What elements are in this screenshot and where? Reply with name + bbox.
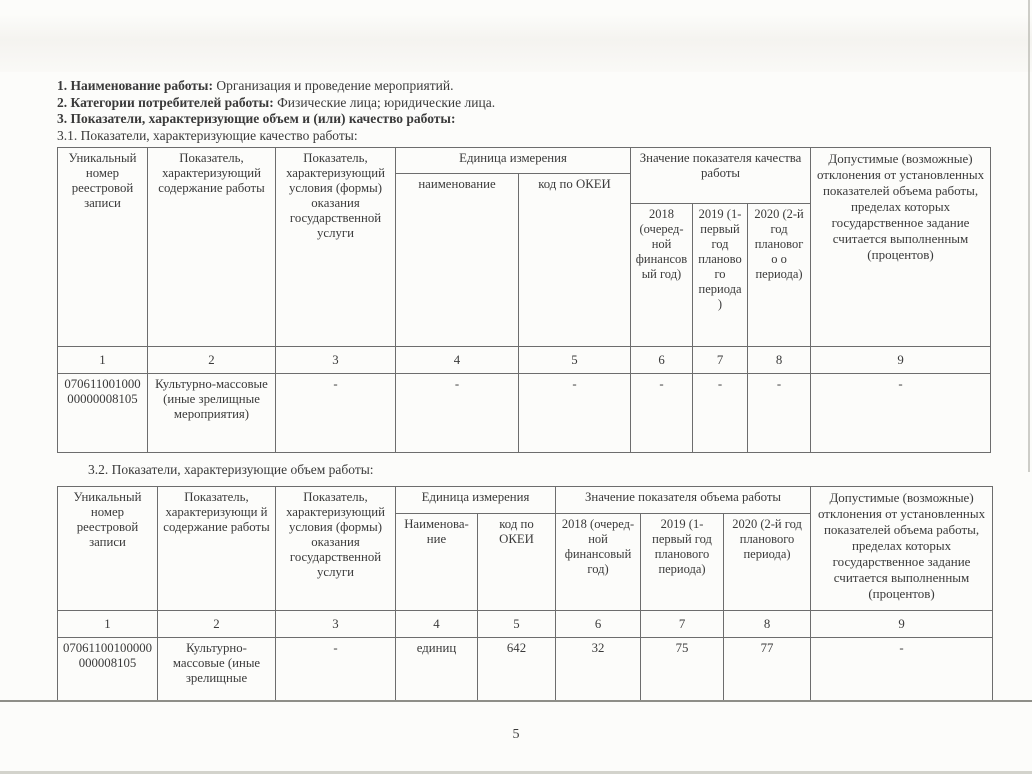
page-cut-line (0, 700, 1032, 702)
col-num: 7 (641, 611, 724, 638)
header-year-2018: 2018 (очеред-ной финансовый год) (556, 514, 641, 611)
header-unit-name: Наименова-ние (396, 514, 478, 611)
table-row (58, 638, 993, 702)
col-num: 6 (631, 347, 693, 374)
header-unit-code: код по ОКЕИ (478, 514, 556, 611)
col-num: 9 (811, 347, 991, 374)
header-conditions-indicator: Показатель, характеризующий условия (формы) оказания государственной услуги (276, 487, 396, 611)
header-unit-code: код по ОКЕИ (519, 174, 631, 347)
col-num: 8 (748, 347, 811, 374)
section-3-2-caption: 3.2. Показатели, характеризующие объем работы: (88, 462, 374, 477)
col-num: 1 (58, 611, 158, 638)
cell-conditions: - (276, 638, 396, 702)
header-year-2020: 2020 (2-й год планового о периода) (748, 204, 811, 347)
cell-unit-code: 642 (478, 638, 556, 702)
cell-2020: - (748, 374, 811, 453)
scan-noise-band (0, 14, 1032, 72)
header-year-2020: 2020 (2-й год планового периода) (724, 514, 811, 611)
col-num: 3 (276, 611, 396, 638)
header-content-indicator: Показатель, характеризующи й содержание работы (158, 487, 276, 611)
cell-deviation: - (811, 374, 991, 453)
cell-2018: - (631, 374, 693, 453)
intro-line-1-label: 1. Наименование работы: (57, 78, 213, 93)
col-num: 2 (148, 347, 276, 374)
cell-2019: - (693, 374, 748, 453)
intro-line-3-label: 3. Показатели, характеризующие объем и (или) качество работы: (57, 111, 456, 126)
header-unit-group: Единица измерения (396, 148, 631, 174)
intro-line-2-value: Физические лица; юридические лица. (273, 94, 496, 110)
header-year-2019: 2019 (1-первый год планового периода) (641, 514, 724, 611)
cell-unit-name: - (396, 374, 519, 453)
intro-line-1 (57, 78, 997, 95)
col-num: 5 (478, 611, 556, 638)
scan-right-edge-line (1028, 0, 1030, 472)
col-num: 9 (811, 611, 993, 638)
col-num: 8 (724, 611, 811, 638)
intro-block (57, 78, 997, 144)
header-registry-number: Уникальный номер реестровой записи (58, 487, 158, 611)
cell-content: Культурно-массовые (иные зрелищные (158, 638, 276, 702)
intro-line-2-label: 2. Категории потребителей работы: (57, 94, 274, 110)
col-num: 4 (396, 611, 478, 638)
col-num: 6 (556, 611, 641, 638)
header-value-group: Значение показателя качества работы (631, 148, 811, 204)
col-num: 4 (396, 347, 519, 374)
cell-unit-name: единиц (396, 638, 478, 702)
cell-content: Культурно-массовые (иные зрелищные мероприятия) (148, 374, 276, 453)
col-num: 5 (519, 347, 631, 374)
header-year-2018: 2018 (очеред-ной финансовый год) (631, 204, 693, 347)
header-deviation: Допустимые (возможные) отклонения от установленных показателей объема работы, пределах которых государственное задание считается выполненным (процентов) (811, 487, 993, 611)
header-deviation: Допустимые (возможные) отклонения от установленных показателей объема работы, пределах которых государственное задание считается выполненным (процентов) (811, 148, 991, 347)
column-numbers-row (58, 611, 993, 638)
quality-indicators-table (57, 147, 991, 453)
cell-2019: 75 (641, 638, 724, 702)
cell-deviation: - (811, 638, 993, 702)
page-number: 5 (512, 727, 520, 742)
header-year-2019: 2019 (1-первый год планового периода) (693, 204, 748, 347)
header-unit-name: наименование (396, 174, 519, 347)
cell-registry-number: 07061100100000 000008105 (58, 638, 158, 702)
cell-unit-code: - (519, 374, 631, 453)
cell-registry-number: 070611001000 00000008105 (58, 374, 148, 453)
intro-line-3 (57, 111, 997, 128)
cell-conditions: - (276, 374, 396, 453)
intro-line-2 (57, 95, 997, 112)
header-content-indicator: Показатель, характеризующий содержание работы (148, 148, 276, 347)
table-row (58, 374, 991, 453)
header-unit-group: Единица измерения (396, 487, 556, 514)
cell-2020: 77 (724, 638, 811, 702)
col-num: 7 (693, 347, 748, 374)
header-value-group: Значение показателя объема работы (556, 487, 811, 514)
header-conditions-indicator: Показатель, характеризующий условия (формы) оказания государственной услуги (276, 148, 396, 347)
header-registry-number: Уникальный номер реестровой записи (58, 148, 148, 347)
volume-indicators-table (57, 486, 993, 702)
cell-2018: 32 (556, 638, 641, 702)
column-numbers-row (58, 347, 991, 374)
intro-line-3-1: 3.1. Показатели, характеризующие качество работы: (57, 127, 358, 143)
col-num: 3 (276, 347, 396, 374)
intro-line-1-value: Организация и проведение мероприятий. (212, 78, 454, 93)
col-num: 1 (58, 347, 148, 374)
col-num: 2 (158, 611, 276, 638)
